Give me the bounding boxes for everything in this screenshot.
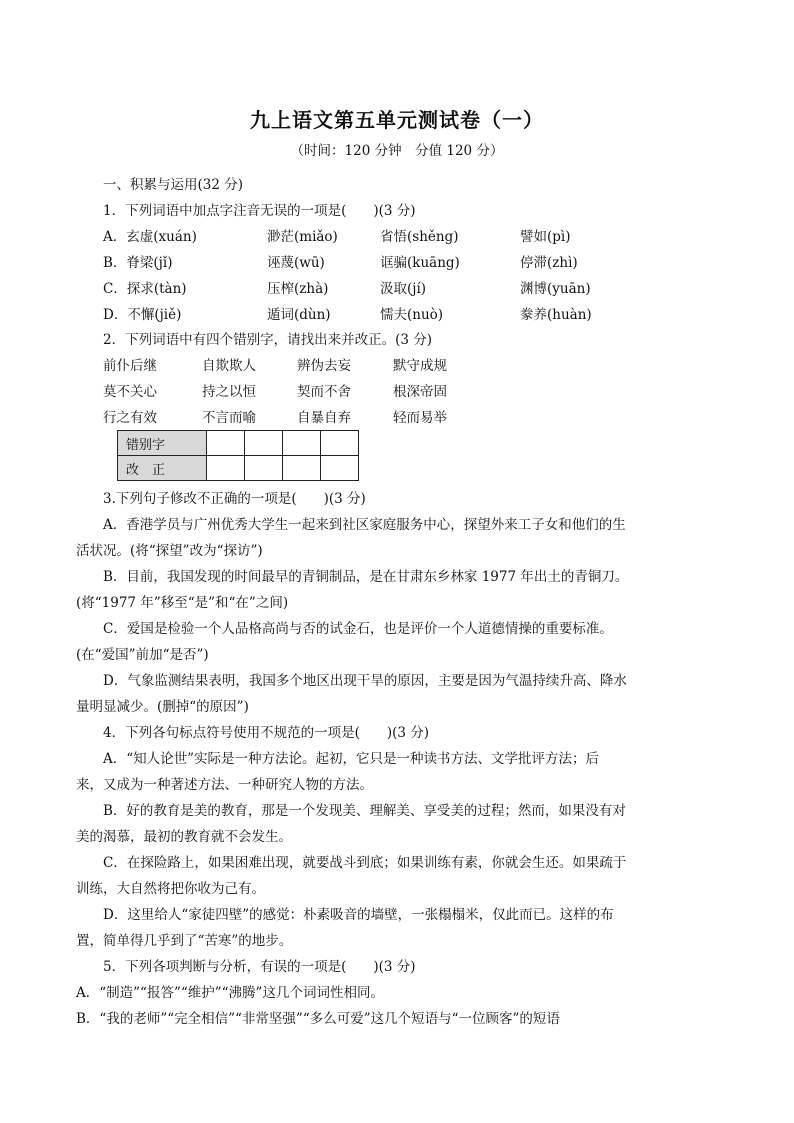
answer-cell[interactable] [283,456,321,481]
q2-word: 持之以恒 [202,384,256,400]
page-title: 九上语文第五单元测试卷（一） [250,108,544,132]
section-heading: 一、积累与运用(32 分) [103,177,244,193]
page-subtitle: （时间：120 分钟 分值 120 分） [290,143,504,159]
q5-option-b: B．“我的老师”“完全相信”“非常坚强”“多么可爱”这几个短语与“一位顾客”的短语 [76,1011,560,1027]
q1-option-a-4: 譬如(pì) [520,229,571,245]
q1-option-a-1: A．玄虚(xuán) [103,229,197,245]
q1-option-a-2: 渺茫(miǎo) [267,229,338,245]
correction-table [117,430,359,481]
q2-word: 自暴自弃 [297,410,351,426]
q1-option-c-1: C．探求(tàn) [103,281,187,297]
q4-option-b: B．好的教育是美的教育，那是一个发现美、理解美、享受美的过程；然而，如果没有对 [103,803,626,819]
q3-option-a: A．香港学员与广州优秀大学生一起来到社区家庭服务中心，探望外来工子女和他们的生 [103,517,626,533]
q1-option-d-2: 遁词(dùn) [267,307,331,323]
q4-option-d-cont: 置，简单得几乎到了“苦寒”的地步。 [76,933,293,949]
q3-option-a-cont: 活状况。(将“探望”改为“探访”) [76,543,263,559]
q2-word: 默守成规 [393,358,447,374]
answer-cell[interactable] [245,431,283,456]
q3-option-b-cont: (将“1977 年”移至“是”和“在”之间) [76,595,289,611]
table-row [118,431,359,456]
q3-option-c: C．爱国是检验一个人品格高尚与否的试金石，也是评价一个人道德情操的重要标准。 [103,621,613,637]
answer-cell[interactable] [207,431,245,456]
question-2-stem: 2．下列词语中有四个错别字，请找出来并改正。(3 分) [103,332,433,348]
q1-option-c-3: 汲取(jí) [380,281,427,297]
q1-option-a-3: 省悟(shěng) [380,229,459,245]
question-3-stem: 3.下列句子修改不正确的一项是( )(3 分) [103,491,366,507]
q2-word: 契而不舍 [297,384,351,400]
q4-option-b-cont: 美的渴慕，最初的教育就不会发生。 [76,829,292,845]
q2-word: 轻而易举 [393,410,447,426]
q1-option-d-4: 豢养(huàn) [520,307,592,323]
q4-option-c-cont: 训练，大自然将把你收为己有。 [76,881,265,897]
q4-option-a-cont: 来，又成为一种著述方法、一种研究人物的方法。 [76,777,373,793]
answer-cell[interactable] [321,431,359,456]
q1-option-b-1: B．脊梁(jǐ) [103,255,173,271]
question-5-stem: 5．下列各项判断与分析，有误的一项是( )(3 分) [103,959,416,975]
q1-option-b-2: 诬蔑(wū) [267,255,325,271]
q1-option-d-1: D．不懈(jiě) [103,307,182,323]
q4-option-a: A．“知人论世”实际是一种方法论。起初，它只是一种读书方法、文学批评方法；后 [103,751,600,767]
table-header-wrong-char: 错别字 [118,431,207,456]
q1-option-d-3: 懦夫(nuò) [380,307,444,323]
q2-word: 根深帝固 [393,384,447,400]
q2-word: 前仆后继 [103,358,157,374]
q1-option-b-3: 诓骗(kuāng) [380,255,460,271]
q2-word: 辨伪去妄 [297,358,351,374]
question-1-stem: 1．下列词语中加点字注音无误的一项是( )(3 分) [103,203,416,219]
q1-option-c-4: 渊博(yuān) [520,281,591,297]
q3-option-c-cont: (在“爱国”前加“是否”) [76,647,209,663]
q2-word: 自欺欺人 [202,358,256,374]
answer-cell[interactable] [207,456,245,481]
q5-option-a: A．“制造”“报答”“维护”“沸腾”这几个词词性相同。 [76,985,384,1001]
q1-option-c-2: 压榨(zhà) [267,281,329,297]
q3-option-b: B．目前，我国发现的时间最早的青铜制品，是在甘肃东乡林家 1977 年出土的青铜刀。 [103,569,629,585]
q3-option-d-cont: 量明显减少。(删掉“的原因”) [76,699,249,715]
answer-cell[interactable] [321,456,359,481]
table-header-correction: 改 正 [118,456,207,481]
q2-word: 莫不关心 [103,384,157,400]
q4-option-c: C．在探险路上，如果困难出现，就要战斗到底；如果训练有素，你就会生还。如果疏于 [103,855,627,871]
q3-option-d: D．气象监测结果表明，我国多个地区出现干旱的原因，主要是因为气温持续升高、降水 [103,673,627,689]
question-4-stem: 4．下列各句标点符号使用不规范的一项是( )(3 分) [103,725,430,741]
answer-cell[interactable] [245,456,283,481]
table-row [118,456,359,481]
q2-word: 行之有效 [103,410,157,426]
q2-word: 不言而喻 [202,410,256,426]
q4-option-d: D．这里给人“家徒四壁”的感觉：朴素吸音的墙壁，一张榻榻米，仅此而已。这样的布 [103,907,614,923]
q1-option-b-4: 停滞(zhì) [520,255,578,271]
answer-cell[interactable] [283,431,321,456]
